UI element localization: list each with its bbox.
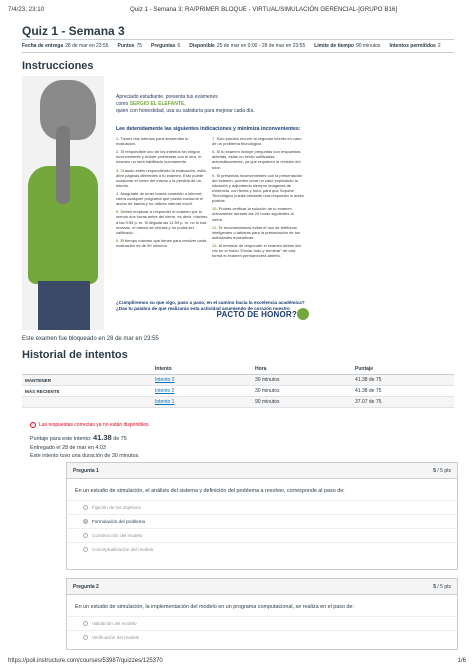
print-doc-title: Quiz 1 - Semana 3: RA/PRIMER BLOQUE - VIRTUAL/SIMULACIÓN GERENCIAL-[GRUPO B16] [130,6,398,13]
attempt-link[interactable]: Intento 1 [155,399,175,405]
print-footer [0,654,474,670]
radio-icon [83,635,88,640]
table-row: MÁS RECIENTE Intento 2 30 minutos 41.38 de 75 [22,386,454,397]
poster-honor-band: ¿Cumpliremos su que sigo, paso a paso, en el camino hacia la excelencia académica? ¿Das tu palabra de que realizarás esta actividad asumiendo de corazón nuestro PACTO DE HONOR? [108,300,313,330]
quiz-meta-bar [22,39,454,53]
meta-questions: Preguntas 6 [151,43,181,49]
radio-icon [83,533,88,538]
answer-option[interactable]: Construcción del modelo [67,528,457,542]
meta-available: Disponible 25 de mar en 0:00 - 28 de mar en 23:55 [189,43,306,49]
poster-item: 3. Cuando estés respondiendo la evaluación, evita abrir páginas diferentes a tu examen. Esto puede ocasionar el cierre del mismo y la pérdida de un intento. [116,167,206,188]
blocked-note: Este examen fue bloqueado en 28 de mar en 23:55 [22,336,159,342]
print-datetime: 7/4/23, 23:10 [8,6,45,13]
print-url: https://poli.instructure.com/courses/53987/quizzes/125370 [8,658,163,664]
question-text: En un estudio de simulación, la implementación del modelo en un programa computacional, se realiza en el paso de: [75,604,354,610]
radio-selected-icon [83,519,88,524]
answer-option[interactable]: Conceptualización del modelo [67,542,457,556]
attempt-link[interactable]: Intento 2 [155,388,175,394]
question-header: Pregunta 2 5 / 5 pts [67,579,457,595]
radio-icon [83,547,88,552]
table-row: Intento 1 90 minutos 37.07 de 75 [22,397,454,408]
answer-option[interactable]: Validación del modelo [67,616,457,630]
poster-subheading: Lee detenidamente las siguientes indicaciones y minimiza inconvenientes: [116,126,301,132]
poster-greeting: Apreciado estudiante, presenta tus exámenes como SERGIO EL ELEFANTE, quien con honestidad, usa su sabiduría para mejorar cada día. [116,94,255,114]
poster-item: 12. Al terminar de responder el examen debes dar clic en el botón "Enviar todo y terminar" de otra forma el examen permanecerá abierto. [212,242,301,259]
answer-option[interactable]: Verificación del modelo [67,630,457,644]
poster-item: 8. Si tu examen incluye preguntas con respuestas abiertas, estas no serán calificadas automáticamente, ya que requieren la revisión del tutor. [212,149,301,170]
question-card-2 [66,578,458,650]
answer-option[interactable]: Fijación de los objetivos [67,500,457,514]
history-heading: Historial de intentos [22,349,128,361]
honor-pact-poster [22,76,313,330]
honor-pact-title: PACTO DE HONOR? [216,310,297,319]
radio-icon [83,505,88,510]
score-value: 41.38 [92,433,112,442]
poster-item: 9. Si presentas inconvenientes con la presentación del examen, puedes crear un caso explicando la situación y adjuntando siempre imágenes de evidencia, con fecha y hora, para que Soporte Tecnológico pueda brindarte una respuesta lo antes posible. [212,172,304,204]
poster-item: 1. Tienes dos intentos para desarrollar tu evaluación. [116,136,189,147]
print-header [0,0,474,20]
elephant-mascot-image [22,76,104,330]
meta-points: Puntos 75 [117,43,143,49]
poster-item: 5. Debes empezar a responder el examen por lo menos dos horas antes del cierre, es decir, máximo a las 9:55 p. m. Si llegada las 11:59 p. m. no lo has enviado, el mismo se cerrará y no podrá ser calificado. [116,209,208,235]
page-title: Quiz 1 - Semana 3 [22,24,125,38]
handshake-icon [297,308,309,320]
answer-option-selected[interactable]: Formulación del problema [67,514,457,528]
poster-item: 10. Podrás verificar la solución de tu examen únicamente durante las 24 horas siguientes al cierre. [212,206,294,222]
attempt-link[interactable]: Intento 2 [155,377,175,383]
attempts-table [22,364,454,408]
meta-attempts: Intentos permitidos 2 [389,43,441,49]
radio-icon [83,621,88,626]
poster-item: 2. Si respondiste uno de los intentos sin ningún inconveniente y tuviste problemas con el otro, el examen no será habilitado nuevamente. [116,149,202,165]
poster-item: 6. El tiempo máximo que tienes para resolver cada evaluación es de 90 minutos. [116,237,207,248]
table-header-row: Intento Hora Puntaje [22,364,454,375]
question-text: En un estudio de simulación, el análisis del sistema y definición del problema a resolver, corresponde al paso de: [75,488,345,494]
meta-time-limit: Límite de tiempo 90 minutos [314,43,381,49]
answers-unavailable-notice: ! Las respuestas correctas ya no están disponibles. [30,422,150,428]
score-summary: Puntaje para este intento: 41.38 de 75 Entregado el 28 de mar en 4:03 Este intento tuvo una duración de 30 minutos. [30,433,140,459]
question-header: Pregunta 1 5 / 5 pts [67,463,457,479]
warning-icon: ! [30,422,36,428]
poster-item: 4. Asegúrate de tener buena conexión a internet, cierra cualquier programa que pueda consumir el ancho de banda y no utilices internet móvil. [116,190,204,207]
table-row: MANTENER Intento 2 30 minutos 41.38 de 75 [22,375,454,386]
page-number: 1/6 [457,658,466,664]
question-card-1 [66,462,458,570]
instructions-heading: Instrucciones [22,60,94,72]
poster-item: 11. Te recomendamos evitar el uso de teléfonos inteligentes o tabletas para la presentación de tus actividades evaluativas. [212,224,301,240]
poster-right-column [212,136,304,261]
poster-left-column [116,136,208,251]
meta-due: Fecha de entrega 28 de mar en 23:55 [22,43,109,49]
poster-item: 7. Solo puedes recurrir al segundo intento en caso de un problema tecnológico. [212,136,302,147]
